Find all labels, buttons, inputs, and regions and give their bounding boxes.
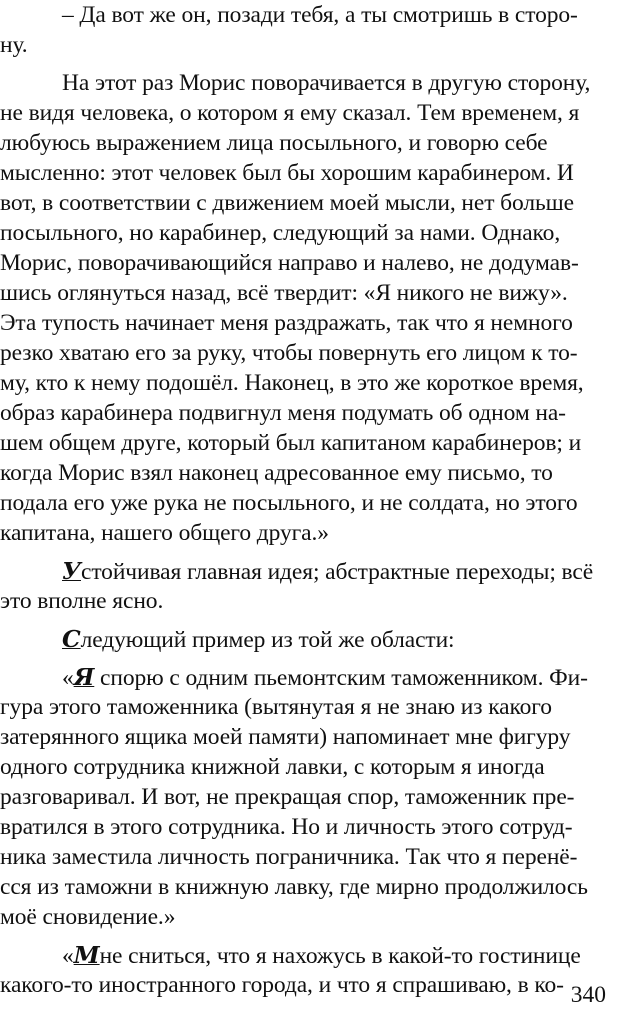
quote-mark: «: [62, 943, 74, 969]
text-line: гура этого таможенника (вытянутая я не знаю из какого: [0, 694, 552, 720]
text-line: моё сновидение.»: [0, 904, 176, 930]
text-line: ну.: [0, 32, 28, 58]
text-line: затерянного ящика моей памяти) напоминает мне фигуру: [0, 724, 571, 750]
text-line: подала его уже рука не посыльного, и не солдата, но этого: [0, 490, 578, 516]
text-line: [62, 556, 593, 586]
ornamental-initial: С: [62, 625, 81, 653]
text-line: это вполне ясно.: [0, 588, 164, 614]
ornamental-initial: У: [62, 557, 81, 585]
text-line: шись оглянуться назад, всё твердит: «Я никого не вижу».: [0, 280, 568, 306]
text-line: Морис, поворачивающийся направо и налево, не додумав-: [0, 250, 579, 276]
text-line: [62, 940, 581, 970]
text-line: Эта тупость начинает меня раздражать, так что я немного: [0, 310, 573, 336]
line-text: ледующий пример из той же области:: [80, 627, 455, 653]
text-line: [62, 624, 454, 654]
text-line: когда Морис взял наконец адресованное ему письмо, то: [0, 460, 553, 486]
page-number: 340: [570, 982, 606, 1008]
line-text: не сниться, что я нахожусь в какой-то гостинице: [99, 943, 581, 969]
text-line: На этот раз Морис поворачивается в другую сторону,: [62, 70, 591, 96]
text-line: посыльного, но карабинер, следующий за нами. Однако,: [0, 220, 561, 246]
text-line: сся из таможни в книжную лавку, где мирно продолжилось: [0, 874, 588, 900]
text-line: резко хватаю его за руку, чтобы повернуть его лицом к то-: [0, 340, 578, 366]
text-line: любуюсь выражением лица посыльного, и говорю себе: [0, 130, 548, 156]
text-line: капитана, нашего общего друга.»: [0, 520, 329, 546]
text-line: разговаривал. И вот, не прекращая спор, таможенник пре-: [0, 784, 575, 810]
text-line: му, кто к нему подошёл. Наконец, в это же короткое время,: [0, 370, 584, 396]
text-line: вот, в соответствии с движением моей мысли, нет больше: [0, 190, 574, 216]
ornamental-initial: М: [73, 941, 100, 969]
text-line: одного сотрудника книжной лавки, с которым я иногда: [0, 754, 545, 780]
text-line: вратился в этого сотрудника. Но и личность этого сотруд-: [0, 814, 573, 840]
text-line: [62, 662, 588, 692]
text-line: ника заместила личность пограничника. Так что я перенё-: [0, 844, 578, 870]
text-line: мысленно: этот человек был бы хорошим карабинером. И: [0, 160, 574, 186]
line-text: стойчивая главная идея; абстрактные переходы; всё: [80, 559, 594, 585]
text-line: не видя человека, о котором я ему сказал. Тем временем, я: [0, 100, 580, 126]
text-line: какого-то иностранного города, и что я спрашиваю, в ко-: [0, 972, 564, 998]
text-line: шем общем друге, который был капитаном карабинеров; и: [0, 430, 582, 456]
text-line: образ карабинера подвигнул меня подумать об одном на-: [0, 400, 566, 426]
text-line: – Да вот же он, позади тебя, а ты смотришь в сторо-: [62, 2, 578, 28]
line-text: спорю с одним пьемонтским таможенником. Фи-: [94, 665, 588, 691]
ornamental-initial: Я: [73, 663, 95, 691]
quote-mark: «: [62, 665, 74, 691]
